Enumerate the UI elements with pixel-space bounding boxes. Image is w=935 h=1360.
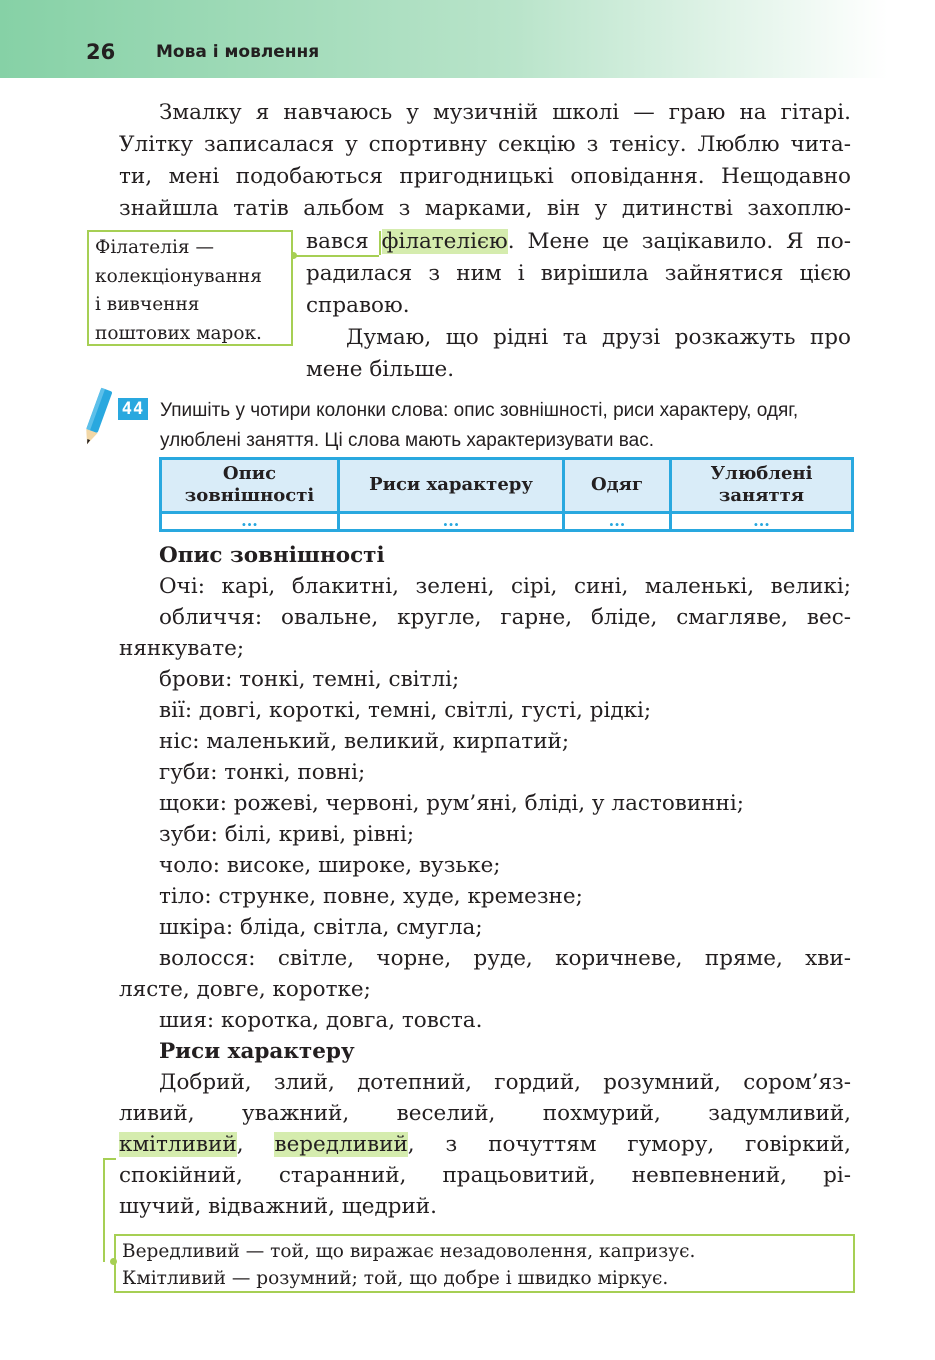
table-header: Улюблені заняття xyxy=(671,459,853,513)
note-connector xyxy=(103,1158,105,1262)
table-header: Риси характеру xyxy=(339,459,564,513)
list-line: шия: коротка, довга, товста. xyxy=(159,1008,483,1033)
intro-line: мене більше. xyxy=(306,357,455,382)
table-cell[interactable]: ... xyxy=(671,512,853,530)
intro-line: справою. xyxy=(306,293,410,318)
intro-line: радилася з ним і вирішила зайнятися цією xyxy=(306,261,851,286)
section-title: Мова і мовлення xyxy=(156,42,320,62)
list-text: , з почуттям гумору, говіркий, xyxy=(407,1132,852,1157)
task-number: 44 xyxy=(118,398,148,420)
page-number: 26 xyxy=(86,40,116,64)
intro-line: Думаю, що рідні та друзі розкажуть про xyxy=(346,325,851,350)
list-text: , xyxy=(236,1132,275,1157)
intro-text: вався xyxy=(306,229,382,254)
list-line: шкіра: бліда, світла, смугла; xyxy=(159,915,483,940)
list-line: спокійний, старанний, працьовитий, невпевнений, рі- xyxy=(119,1163,851,1188)
list-line: Очі: карі, блакитні, зелені, сірі, сині, маленькі, великі; xyxy=(159,574,851,599)
list-line: нянкувате; xyxy=(119,636,245,661)
list-line: зуби: білі, криві, рівні; xyxy=(159,822,415,847)
intro-line xyxy=(306,226,851,258)
list-heading: Риси характеру xyxy=(159,1039,355,1064)
list-heading: Опис зовнішності xyxy=(159,543,385,568)
list-line: волосся: світле, чорне, руде, коричневе, пряме, хви- xyxy=(159,946,851,971)
list-line: брови: тонкі, темні, світлі; xyxy=(159,667,460,692)
gloss-connector xyxy=(379,231,381,255)
table-cell[interactable]: ... xyxy=(161,512,339,530)
gloss-connector xyxy=(293,255,379,257)
table-cell[interactable]: ... xyxy=(564,512,671,530)
word-list xyxy=(119,540,851,1222)
intro-line: знайшла татів альбом з марками, він у дитинстві захоплю- xyxy=(119,196,851,221)
pencil-icon xyxy=(82,386,112,448)
list-line: тіло: струнке, повне, худе, кремезне; xyxy=(159,884,583,909)
columns-table xyxy=(159,457,854,532)
task-instruction: Упишіть у чотири колонки слова: опис зовнішності, риси характеру, одяг, улюблені заняття. Ці слова мають характеризувати вас. xyxy=(160,400,799,451)
list-line: лясте, довге, коротке; xyxy=(119,977,371,1002)
table-header: Одяг xyxy=(564,459,671,513)
highlighted-term: філателією xyxy=(381,229,508,254)
list-line xyxy=(119,1129,851,1160)
intro-line: Змалку я навчаюсь у музичній школі — граю на гітарі. xyxy=(159,100,851,125)
list-line: щоки: рожеві, червоні, рум’яні, бліді, у ластовинні; xyxy=(159,791,744,816)
list-line: ливий, уважний, веселий, похмурий, задумливий, xyxy=(119,1101,851,1126)
gloss-box: Філателія — колекціонування і вивчення поштових марок. xyxy=(87,230,293,346)
page-header xyxy=(0,0,935,78)
intro-text: . Мене це зацікавило. Я по- xyxy=(507,229,852,254)
list-line: обличчя: овальне, кругле, гарне, бліде, смагляве, вес- xyxy=(159,605,851,630)
intro-line: ти, мені подобаються пригодницькі оповідання. Нещодавно xyxy=(119,164,851,189)
table-row xyxy=(161,512,853,530)
list-line: вії: довгі, короткі, темні, світлі, густі, рідкі; xyxy=(159,698,652,723)
highlighted-term: кмітливий xyxy=(119,1132,237,1157)
note-line: Вередливий — той, що виражає незадоволення, капризує. xyxy=(122,1241,696,1262)
intro-line: Улітку записалася у спортивну секцію з тенісу. Люблю чита- xyxy=(119,132,851,157)
table-cell[interactable]: ... xyxy=(339,512,564,530)
table-header-row xyxy=(161,459,853,513)
definition-note xyxy=(114,1234,855,1293)
list-line: губи: тонкі, повні; xyxy=(159,760,366,785)
highlighted-term: вередливий xyxy=(274,1132,408,1157)
list-line: чоло: високе, широке, вузьке; xyxy=(159,853,501,878)
list-line: шучий, відважний, щедрий. xyxy=(119,1194,437,1219)
list-line: ніс: маленький, великий, кирпатий; xyxy=(159,729,570,754)
note-line: Кмітливий — розумний; той, що добре і швидко міркує. xyxy=(122,1268,669,1289)
list-line: Добрий, злий, дотепний, гордий, розумний, сором’яз- xyxy=(159,1070,851,1095)
table-header: Опис зовнішності xyxy=(161,459,339,513)
